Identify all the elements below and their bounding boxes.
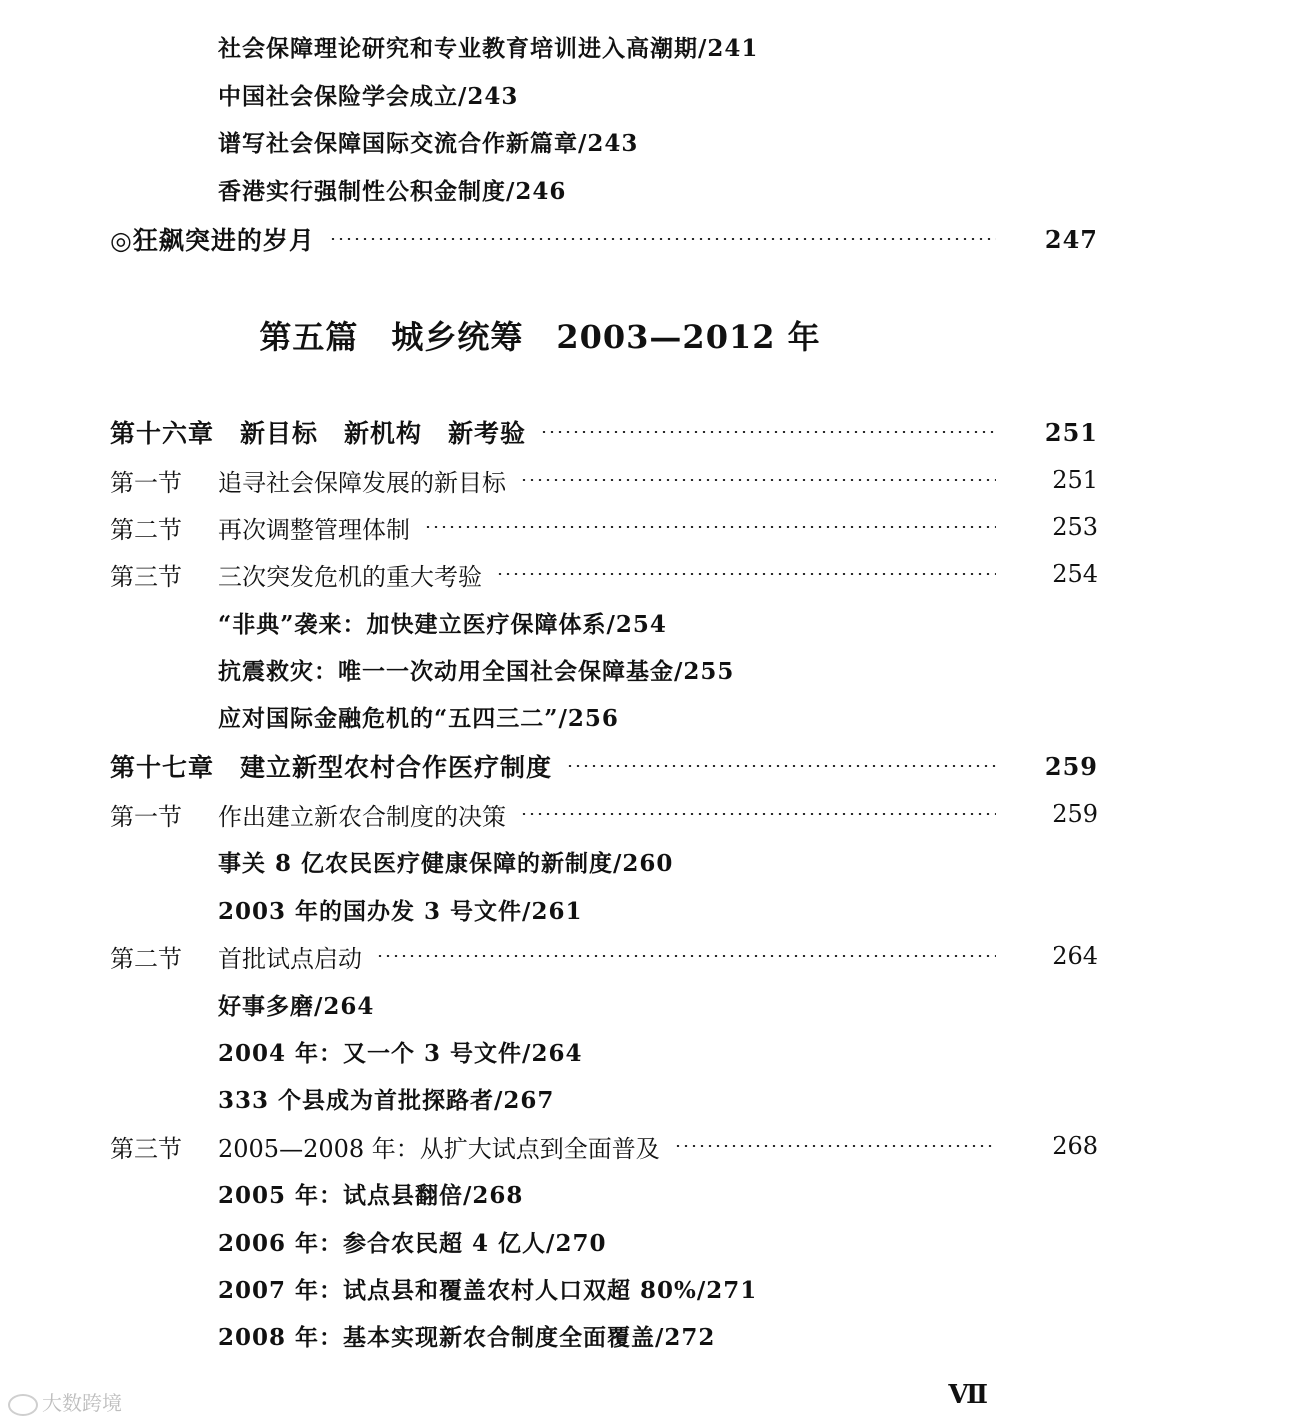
part-title: 第五篇 城乡统筹 2003—2012 年	[259, 318, 821, 356]
leader-dots	[566, 765, 996, 767]
leader-dots	[496, 573, 996, 575]
leader-dots	[376, 955, 996, 957]
section-title: 首批试点启动	[218, 944, 362, 973]
subentry-text: 2006 年：参合农民超 4 亿人/270	[218, 1229, 607, 1257]
toc-section	[0, 507, 1190, 547]
leader-dots	[329, 238, 996, 240]
section-title: 三次突发危机的重大考验	[218, 562, 482, 591]
subentry-text: “非典”袭来：加快建立医疗保障体系/254	[218, 610, 667, 638]
page-ref: 253	[1052, 513, 1098, 541]
section-label: 第一节	[110, 802, 182, 831]
subentry-text: 社会保障理论研究和专业教育培训进入高潮期/241	[218, 34, 759, 62]
watermark-logo-icon	[8, 1394, 38, 1416]
chapter-title: 第十六章 新目标 新机构 新考验	[110, 419, 527, 448]
subentry-text: 应对国际金融危机的“五四三二”/256	[218, 704, 619, 732]
leader-dots	[520, 813, 996, 815]
toc-section	[0, 460, 1190, 500]
toc-subentry	[0, 169, 1298, 209]
section-title: 2005—2008 年：从扩大试点到全面普及	[218, 1134, 660, 1163]
leader-dots	[674, 1145, 996, 1147]
subentry-text: 香港实行强制性公积金制度/246	[218, 177, 567, 205]
toc-subentry	[0, 74, 1298, 114]
toc-section	[0, 1126, 1190, 1166]
page-ref: 259	[1044, 751, 1098, 781]
page-ref: 264	[1052, 942, 1098, 970]
watermark-text: 大数跨境	[42, 1391, 122, 1415]
toc-subentry	[0, 1315, 1298, 1355]
page-ref: 268	[1052, 1132, 1098, 1160]
subentry-text: 谱写社会保障国际交流合作新篇章/243	[218, 129, 639, 157]
toc-subentry	[0, 889, 1298, 929]
toc-chapter	[0, 746, 1190, 786]
toc-subentry	[0, 1268, 1298, 1308]
section-title: 追寻社会保障发展的新目标	[218, 468, 506, 497]
page-ref: 247	[1044, 224, 1098, 254]
subentry-text: 2005 年：试点县翻倍/268	[218, 1181, 524, 1209]
toc-subentry	[0, 1221, 1298, 1261]
leader-dots	[540, 431, 996, 433]
watermark	[8, 1387, 122, 1416]
page-ref: 259	[1052, 800, 1098, 828]
section-label: 第二节	[110, 515, 182, 544]
toc-chapter	[0, 412, 1190, 452]
toc-subentry	[0, 1173, 1298, 1213]
page-ref: 251	[1052, 466, 1098, 494]
toc-subentry	[0, 1031, 1298, 1071]
toc-subentry	[0, 696, 1298, 736]
toc-subentry	[0, 602, 1298, 642]
subentry-text: 2008 年：基本实现新农合制度全面覆盖/272	[218, 1323, 716, 1351]
subentry-text: 中国社会保险学会成立/243	[218, 82, 519, 110]
toc-section	[0, 794, 1190, 834]
page-number: Ⅶ	[948, 1380, 988, 1410]
toc-subentry	[0, 649, 1298, 689]
chapter-title: 第十七章 建立新型农村合作医疗制度	[110, 753, 553, 782]
subentry-text: 事关 8 亿农民医疗健康保障的新制度/260	[218, 849, 674, 877]
toc-subentry	[0, 984, 1298, 1024]
subentry-text: 2003 年的国办发 3 号文件/261	[218, 897, 583, 925]
special-title: ◎狂飙突进的岁月	[110, 226, 315, 255]
section-title: 作出建立新农合制度的决策	[218, 802, 506, 831]
section-label: 第一节	[110, 468, 182, 497]
toc-subentry	[0, 841, 1298, 881]
section-label: 第三节	[110, 1134, 182, 1163]
subentry-text: 抗震救灾：唯一一次动用全国社会保障基金/255	[218, 657, 735, 685]
toc-section	[0, 554, 1190, 594]
toc-section	[0, 936, 1190, 976]
toc-special-entry	[0, 219, 1190, 259]
leader-dots	[520, 479, 996, 481]
subentry-text: 333 个县成为首批探路者/267	[218, 1086, 555, 1114]
section-title: 再次调整管理体制	[218, 515, 410, 544]
subentry-text: 2007 年：试点县和覆盖农村人口双超 80%/271	[218, 1276, 758, 1304]
section-label: 第三节	[110, 562, 182, 591]
toc-subentry	[0, 1078, 1298, 1118]
subentry-text: 好事多磨/264	[218, 992, 375, 1020]
page-ref: 254	[1052, 560, 1098, 588]
subentry-text: 2004 年：又一个 3 号文件/264	[218, 1039, 583, 1067]
toc-subentry	[0, 26, 1298, 66]
page-ref: 251	[1044, 417, 1098, 447]
leader-dots	[424, 526, 996, 528]
toc-subentry	[0, 121, 1298, 161]
section-label: 第二节	[110, 944, 182, 973]
